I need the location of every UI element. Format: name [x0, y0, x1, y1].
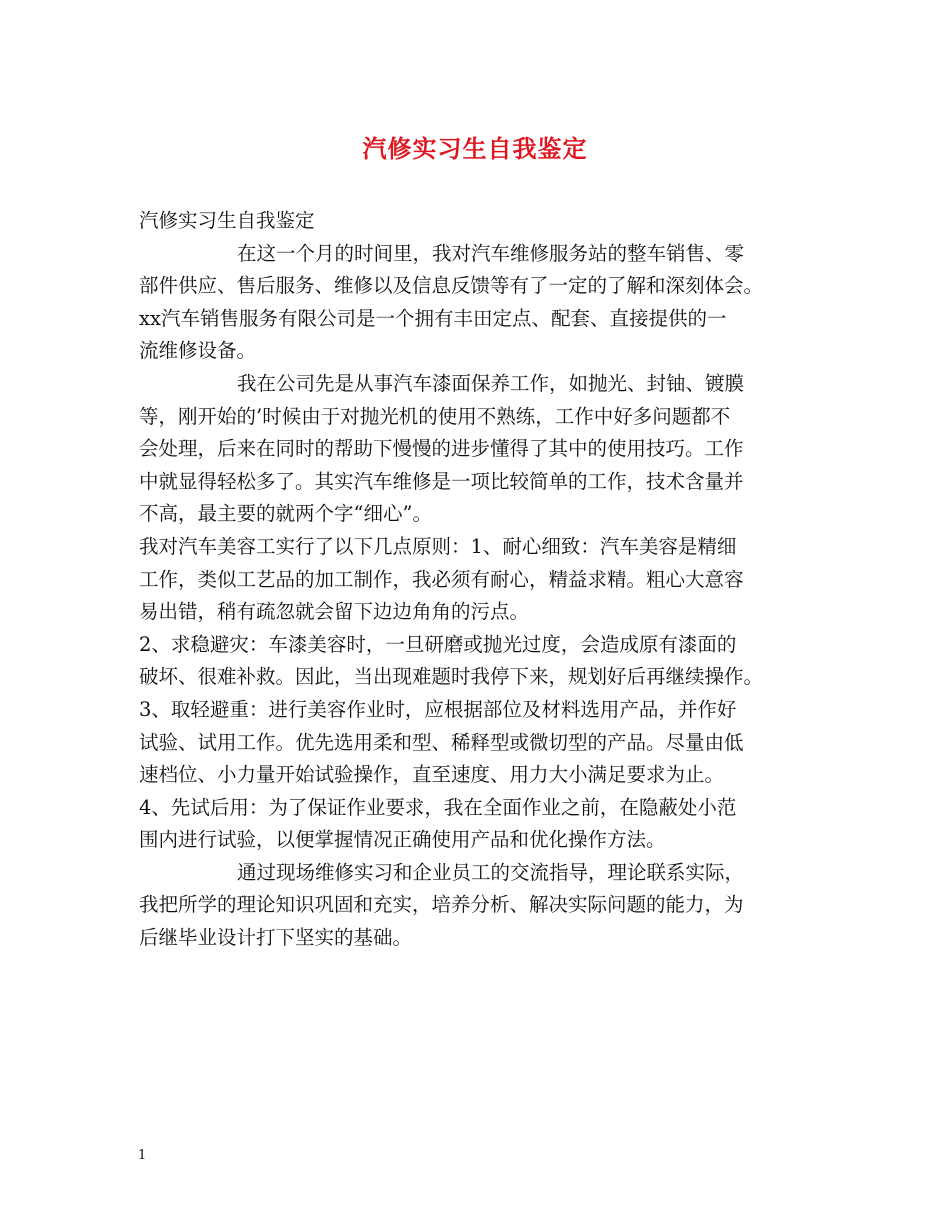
body-line: 在这一个月的时间里，我对汽车维修服务站的整车销售、零	[237, 241, 745, 265]
body-line: 不高，最主要的就两个字“细心”。	[139, 502, 432, 526]
body-line: 我对汽车美容工实行了以下几点原则：1、耐心细致：汽车美容是精细	[139, 534, 737, 558]
page-number: 1	[138, 1148, 147, 1163]
body-line: 会处理，后来在同时的帮助下慢慢的进步懂得了其中的使用技巧。工作	[139, 437, 744, 461]
body-line: 2、求稳避灾：车漆美容时，一旦研磨或抛光过度，会造成原有漆面的	[139, 632, 737, 656]
body-line: 流维修设备。	[139, 339, 257, 363]
page-title: 汽修实习生自我鉴定	[362, 134, 588, 163]
body-line: 我把所学的理论知识巩固和充实，培养分析、解决实际问题的能力，为	[139, 893, 744, 917]
body-line: 围内进行试验，以便掌握情况正确使用产品和优化操作方法。	[139, 828, 666, 852]
body-line: 汽修实习生自我鉴定	[139, 209, 315, 232]
body-line: 4、先试后用：为了保证作业要求，我在全面作业之前，在隐蔽处小范	[139, 795, 737, 819]
body-line: 后继毕业设计打下坚实的基础。	[139, 926, 413, 950]
body-line: 中就显得轻松多了。其实汽车维修是一项比较简单的工作，技术含量并	[139, 469, 744, 493]
body-line: 工作，类似工艺品的加工制作，我必须有耐心，精益求精。粗心大意容	[139, 567, 744, 591]
body-line: 破坏、很难补救。因此，当出现难题时我停下来，规划好后再继续操作。	[139, 665, 764, 689]
body-line: 等，刚开始的’时候由于对抛光机的使用不熟练，工作中好多问题都不	[139, 404, 731, 428]
body-line: 我在公司先是从事汽车漆面保养工作，如抛光、封铀、镀膜	[237, 371, 745, 395]
body-line: 试验、试用工作。优先选用柔和型、稀释型或微切型的产品。尽量由低	[139, 730, 744, 754]
body-line: 易出错，稍有疏忽就会留下边边角角的污点。	[139, 600, 530, 624]
body-line: 部件供应、售后服务、维修以及信息反馈等有了一定的了解和深刻体会。	[139, 274, 764, 298]
body-line: xx汽车销售服务有限公司是一个拥有丰田定点、配套、直接提供的一	[139, 306, 727, 330]
document-body	[139, 205, 811, 955]
body-line: 速档位、小力量开始试验操作，直至速度、用力大小满足要求为止。	[139, 763, 725, 787]
body-line: 通过现场维修实习和企业员工的交流指导，理论联系实际，	[237, 860, 745, 884]
body-line: 3、取轻避重：进行美容作业时，应根据部位及材料选用产品，并作好	[139, 697, 737, 721]
